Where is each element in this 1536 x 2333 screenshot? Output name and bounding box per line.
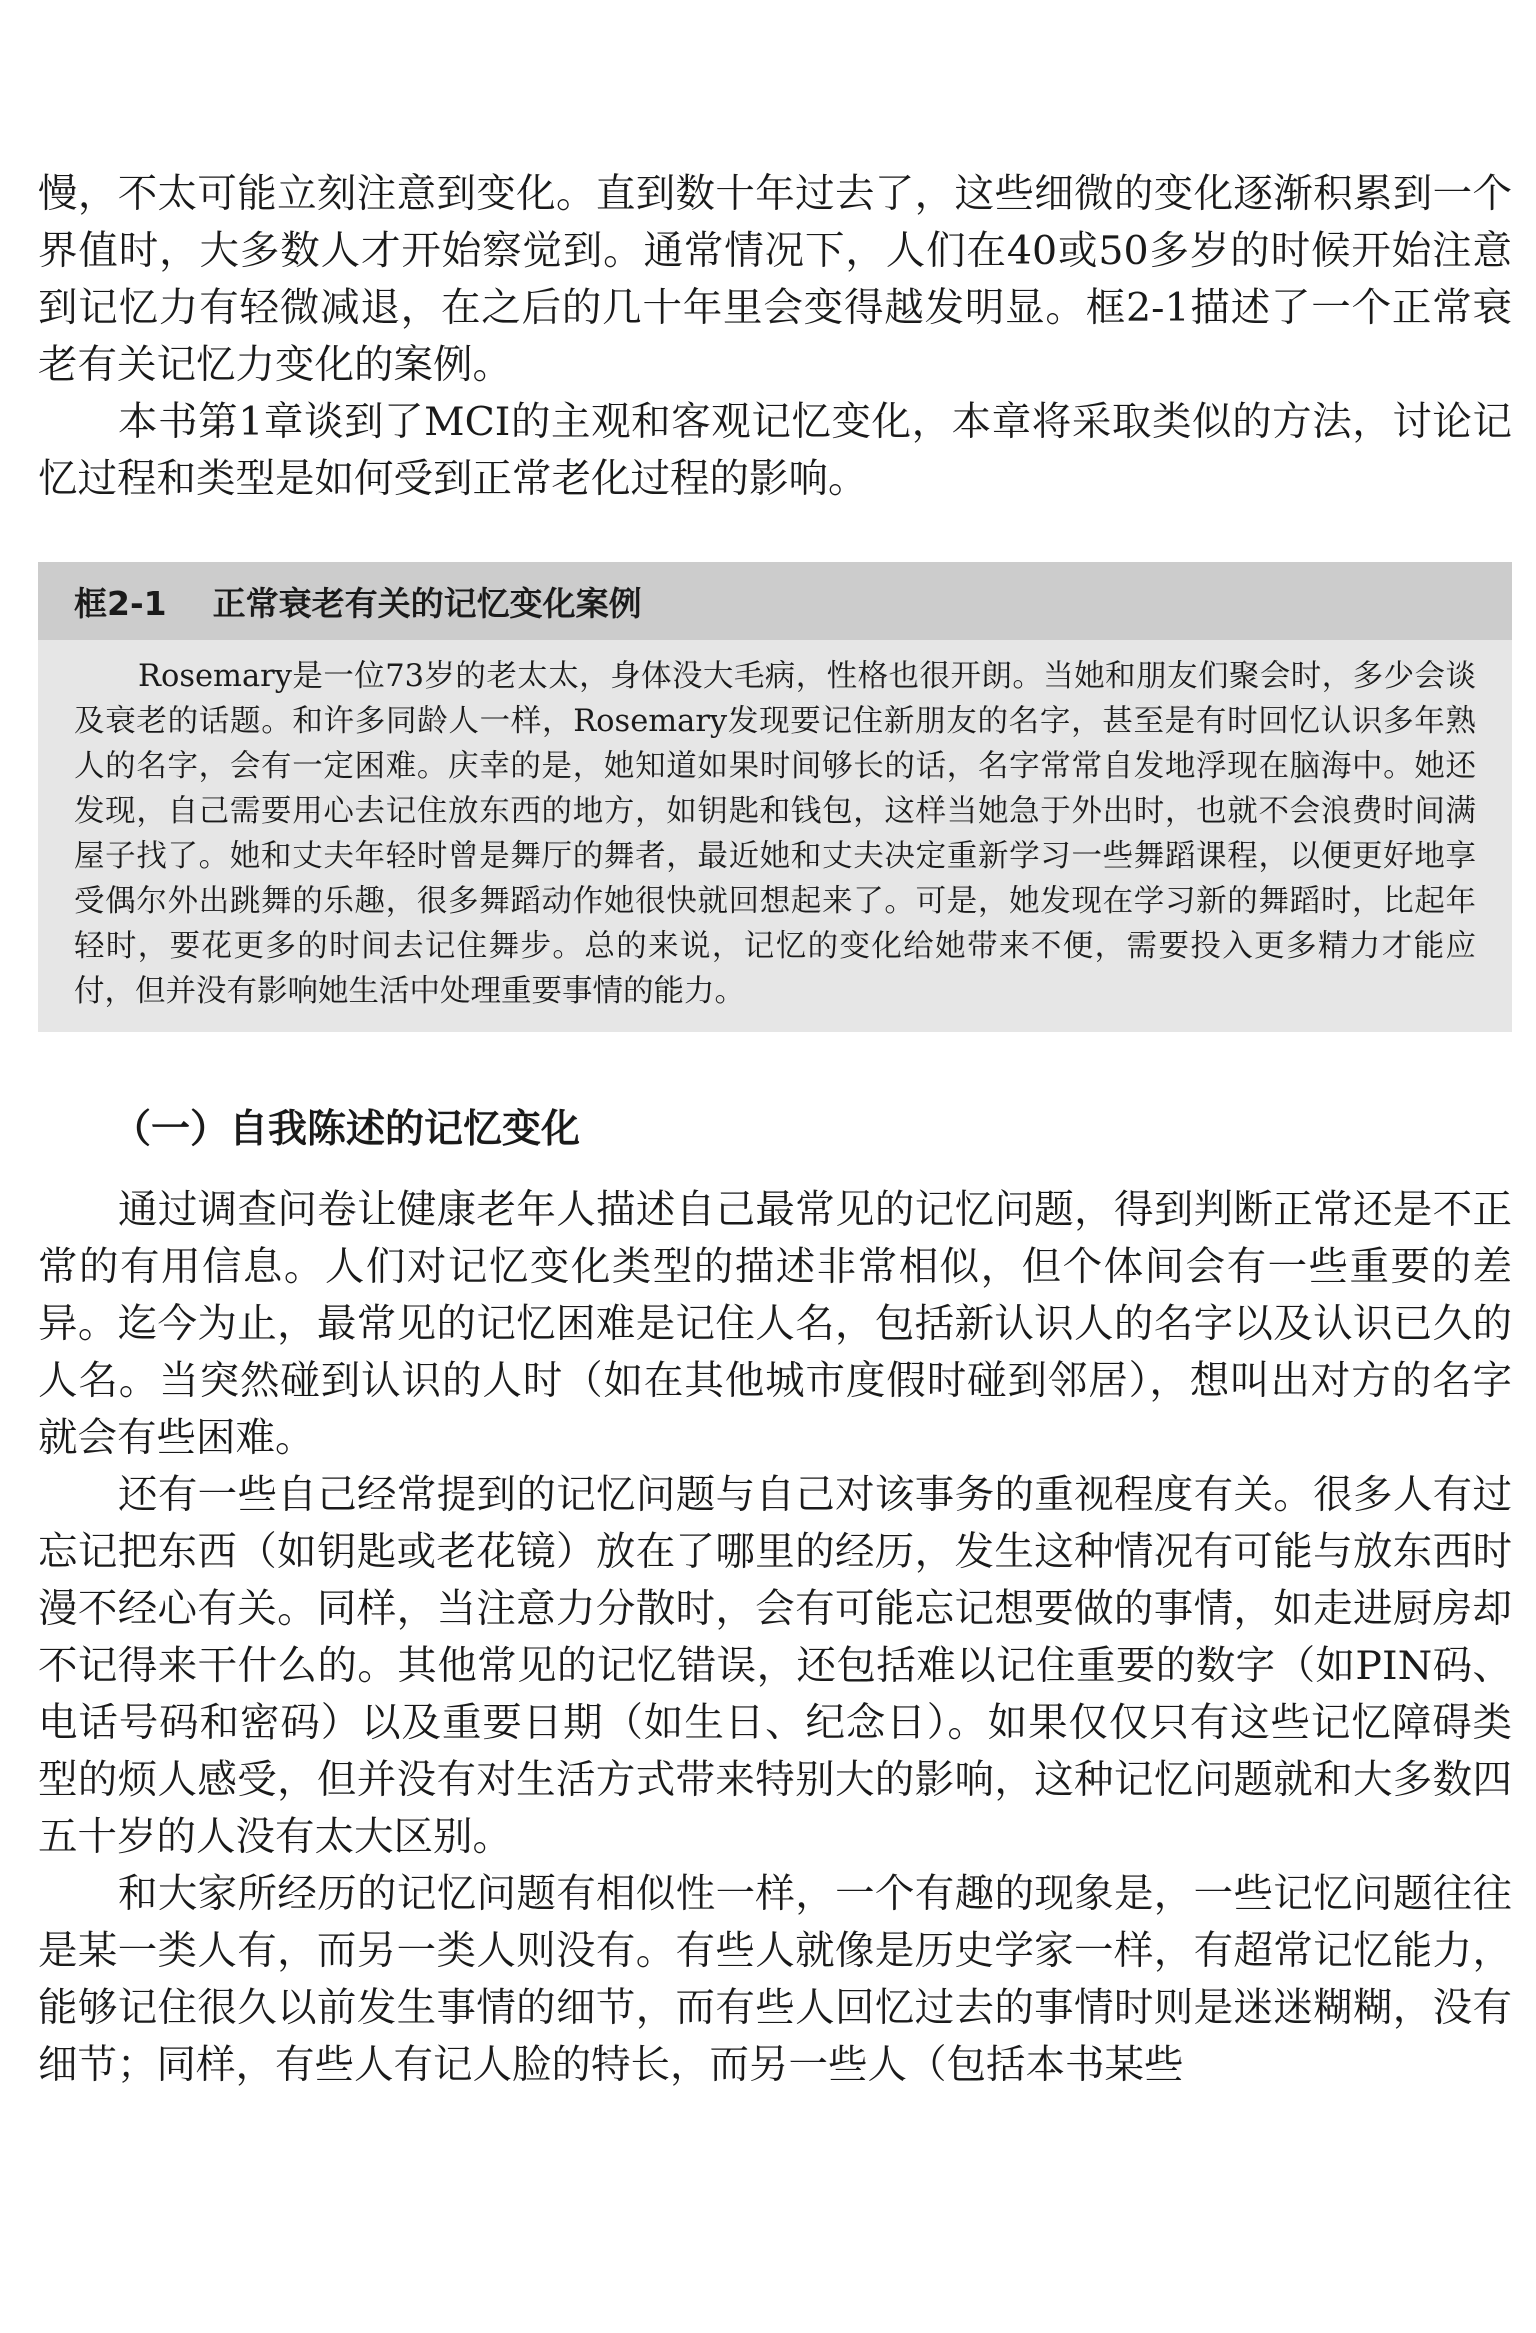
- section-paragraph-1: 通过调查问卷让健康老年人描述自己最常见的记忆问题，得到判断正常还是不正常的有用信息。人们对记忆变化类型的描述非常相似，但个体间会有一些重要的差异。迄今为止，最常见的记忆困难是记住人名，包括新认识人的名字以及认识已久的人名。当突然碰到认识的人时（如在其他城市度假时碰到邻居），想叫出对方的名字就会有些困难。: [38, 1187, 1512, 1461]
- case-box-label: 框2-1: [74, 583, 167, 623]
- case-box-body: [38, 640, 1512, 1032]
- section-paragraph-2: 还有一些自己经常提到的记忆问题与自己对该事务的重视程度有关。很多人有过忘记把东西（如钥匙或老花镜）放在了哪里的经历，发生这种情况有可能与放东西时漫不经心有关。同样，当注意力分散时，会有可能忘记想要做的事情，如走进厨房却不记得来干什么的。其他常见的记忆错误，还包括难以记住重要的数字（如PIN码、电话号码和密码）以及重要日期（如生日、纪念日）。如果仅仅只有这些记忆障碍类型的烦人感受，但并没有对生活方式带来特别大的影响，这种记忆问题就和大多数四五十岁的人没有太大区别。: [38, 1472, 1512, 1860]
- case-box-title: 正常衰老有关的记忆变化案例: [212, 583, 642, 623]
- case-box: [38, 562, 1512, 1032]
- intro-paragraph-2: 本书第1章谈到了MCI的主观和客观记忆变化，本章将采取类似的方法，讨论记忆过程和类型是如何受到正常老化过程的影响。: [38, 399, 1512, 502]
- case-box-header: [38, 562, 1512, 640]
- document-page: [38, 166, 1512, 2094]
- section-heading: （一）自我陈述的记忆变化: [112, 1107, 581, 1152]
- section-paragraph-3: 和大家所经历的记忆问题有相似性一样，一个有趣的现象是，一些记忆问题往往是某一类人有，而另一类人则没有。有些人就像是历史学家一样，有超常记忆能力，能够记住很久以前发生事情的细节，而有些人回忆过去的事情时则是迷迷糊糊，没有细节；同样，有些人有记人脸的特长，而另一些人（包括本书某些: [38, 1871, 1512, 2088]
- intro-paragraph-1: 慢，不太可能立刻注意到变化。直到数十年过去了，这些细微的变化逐渐积累到一个界值时，大多数人才开始察觉到。通常情况下，人们在40或50多岁的时候开始注意到记忆力有轻微减退，在之后的几十年里会变得越发明显。框2-1描述了一个正常衰老有关记忆力变化的案例。: [38, 171, 1512, 388]
- case-box-text: Rosemary是一位73岁的老太太，身体没大毛病，性格也很开朗。当她和朋友们聚会时，多少会谈及衰老的话题。和许多同龄人一样，Rosemary发现要记住新朋友的名字，甚至是有时回忆认识多年熟人的名字，会有一定困难。庆幸的是，她知道如果时间够长的话，名字常常自发地浮现在脑海中。她还发现，自己需要用心去记住放东西的地方，如钥匙和钱包，这样当她急于外出时，也就不会浪费时间满屋子找了。她和丈夫年轻时曾是舞厅的舞者，最近她和丈夫决定重新学习一些舞蹈课程，以便更好地享受偶尔外出跳舞的乐趣，很多舞蹈动作她很快就回想起来了。可是，她发现在学习新的舞蹈时，比起年轻时，要花更多的时间去记住舞步。总的来说，记忆的变化给她带来不便，需要投入更多精力才能应付，但并没有影响她生活中处理重要事情的能力。: [74, 659, 1476, 1009]
